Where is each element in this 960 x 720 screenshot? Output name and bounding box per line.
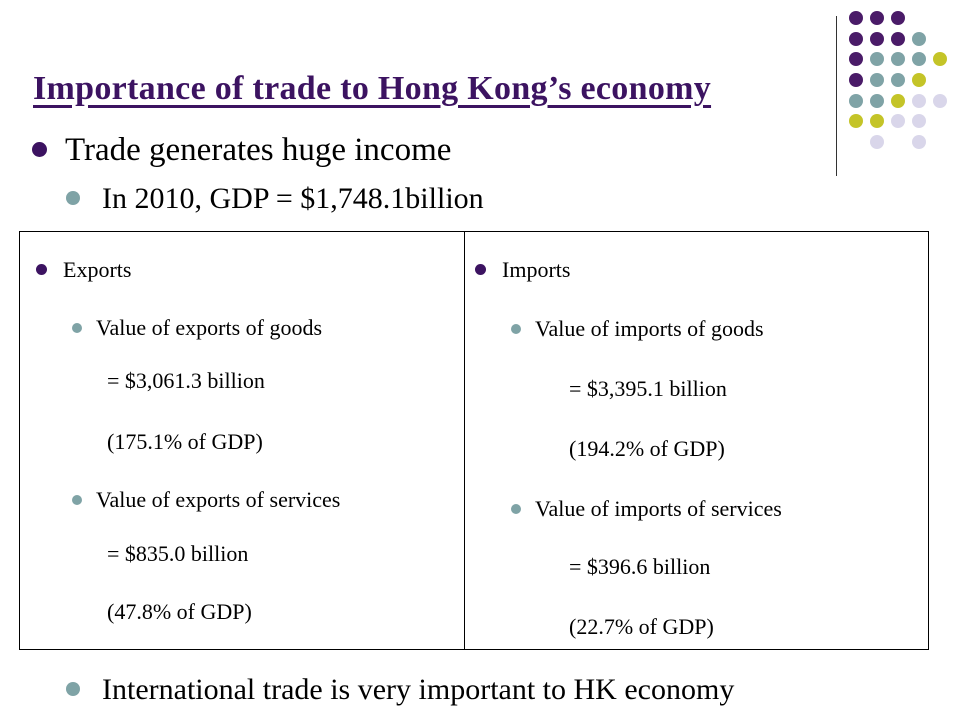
- bullet-dot-icon: [72, 323, 82, 333]
- imports-services-item: [511, 496, 782, 522]
- imports-goods-value: = $3,395.1 billion: [569, 376, 727, 401]
- decor-dot: [849, 11, 863, 25]
- bullet-dot-icon: [511, 324, 521, 334]
- exports-goods-label: Value of exports of goods: [96, 315, 323, 340]
- decor-dot: [870, 73, 884, 87]
- decor-dot: [849, 52, 863, 66]
- bullet-dot-icon: [72, 495, 82, 505]
- exports-goods-item: [72, 315, 322, 341]
- decor-dot: [870, 11, 884, 25]
- decor-dot: [870, 114, 884, 128]
- bullet-dot-icon: [36, 264, 47, 275]
- imports-services-label: Value of imports of services: [535, 496, 782, 521]
- decor-dot: [912, 94, 926, 108]
- decor-dot: [912, 135, 926, 149]
- bullet-dot-icon: [475, 264, 486, 275]
- decor-dot: [849, 73, 863, 87]
- decor-dot: [912, 32, 926, 46]
- bullet-text: Trade generates huge income: [65, 132, 452, 168]
- decor-dot: [870, 52, 884, 66]
- bullet-text: International trade is very important to HK economy: [102, 673, 735, 706]
- imports-heading: [475, 257, 570, 283]
- decorative-dot-grid: [849, 11, 949, 151]
- decor-dot: [891, 94, 905, 108]
- decorative-vertical-rule: [836, 16, 837, 176]
- decor-dot: [912, 73, 926, 87]
- bullet-dot-icon: [66, 191, 80, 205]
- imports-services-pct: (22.7% of GDP): [569, 614, 714, 639]
- trade-table: [19, 231, 929, 650]
- decor-dot: [891, 32, 905, 46]
- bullet-text: In 2010, GDP = $1,748.1billion: [102, 182, 484, 215]
- exports-goods-pct: (175.1% of GDP): [107, 429, 263, 454]
- decor-dot: [870, 32, 884, 46]
- imports-heading-text: Imports: [502, 257, 571, 282]
- exports-services-label: Value of exports of services: [96, 487, 341, 512]
- decor-dot: [849, 94, 863, 108]
- imports-column: [465, 232, 895, 649]
- decor-dot: [891, 114, 905, 128]
- exports-services-value: = $835.0 billion: [107, 541, 249, 566]
- decor-dot: [891, 73, 905, 87]
- decor-dot: [933, 52, 947, 66]
- exports-services-item: [72, 487, 340, 513]
- exports-services-pct: (47.8% of GDP): [107, 599, 252, 624]
- decor-dot: [891, 52, 905, 66]
- decor-dot: [870, 94, 884, 108]
- bullet-dot-icon: [511, 504, 521, 514]
- decor-dot: [912, 114, 926, 128]
- imports-services-value: = $396.6 billion: [569, 554, 711, 579]
- decor-dot: [912, 52, 926, 66]
- imports-goods-item: [511, 316, 764, 342]
- bullet-dot-icon: [32, 142, 47, 157]
- exports-column: [20, 232, 450, 649]
- decor-dot: [870, 135, 884, 149]
- decor-dot: [933, 94, 947, 108]
- exports-heading-text: Exports: [63, 257, 132, 282]
- bullet-international-trade: [66, 673, 734, 707]
- decor-dot: [849, 32, 863, 46]
- imports-goods-pct: (194.2% of GDP): [569, 436, 725, 461]
- slide-title: Importance of trade to Hong Kong’s economy: [33, 70, 712, 107]
- exports-heading: [36, 257, 131, 283]
- bullet-gdp: [66, 182, 484, 216]
- decor-dot: [891, 11, 905, 25]
- imports-goods-label: Value of imports of goods: [535, 316, 764, 341]
- decor-dot: [849, 114, 863, 128]
- exports-goods-value: = $3,061.3 billion: [107, 368, 265, 393]
- bullet-dot-icon: [66, 682, 80, 696]
- bullet-trade-income: [32, 132, 451, 169]
